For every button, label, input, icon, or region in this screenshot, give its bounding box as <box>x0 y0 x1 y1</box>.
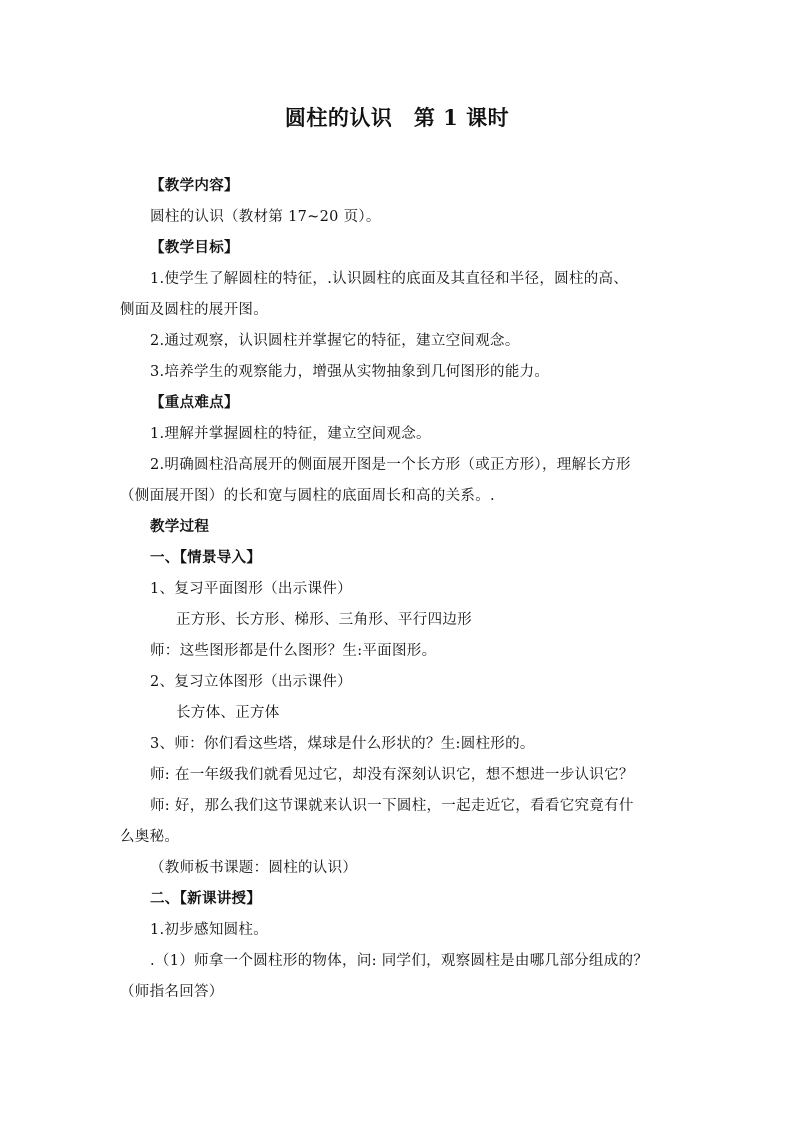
heading-teaching-content: 【教学内容】 <box>150 177 239 194</box>
heading-scene-intro: 一、【情景导入】 <box>150 549 262 566</box>
paragraph-line: 侧面及圆柱的展开图。 <box>120 302 268 318</box>
heading-teaching-goals: 【教学目标】 <box>150 239 239 256</box>
paragraph-line: 2、复习立体图形（出示课件） <box>150 674 352 690</box>
document-title: 圆柱的认识 第 1 课时 <box>284 105 510 130</box>
paragraph-line: 3.培养学生的观察能力，增强从实物抽象到几何图形的能力。 <box>150 364 550 380</box>
paragraph-line: （教师板书课题：圆柱的认识） <box>150 860 358 876</box>
heading-key-points: 【重点难点】 <box>150 394 239 411</box>
paragraph-line: 师：这些图形都是什么图形？生:平面图形。 <box>150 643 437 659</box>
paragraph-line: 师: 在一年级我们就看见过它，却没有深刻认识它，想不想进一步认识它？ <box>150 767 634 783</box>
paragraph-line: （师指名回答） <box>120 984 224 1000</box>
paragraph-line: 么奥秘。 <box>120 829 180 845</box>
paragraph-line: 师: 好，那么我们这节课就来认识一下圆柱，一起走近它，看看它究竟有什 <box>150 798 634 814</box>
paragraph-line: 2.通过观察，认识圆柱并掌握它的特征，建立空间观念。 <box>150 333 520 349</box>
paragraph-line: （侧面展开图）的长和宽与圆柱的底面周长和高的关系。. <box>120 488 495 504</box>
heading-teaching-process: 教学过程 <box>150 518 210 535</box>
paragraph-line: 1、复习平面图形（出示课件） <box>150 581 352 597</box>
paragraph-line: 1.初步感知圆柱。 <box>150 922 269 938</box>
paragraph-line: 圆柱的认识（教材第 17~20 页）。 <box>150 209 381 225</box>
paragraph-line: 正方形、长方形、梯形、三角形、平行四边形 <box>176 612 472 628</box>
paragraph-line: 2.明确圆柱沿高展开的侧面展开图是一个长方形（或正方形），理解长方形 <box>150 457 631 473</box>
paragraph-line: 1.理解并掌握圆柱的特征，建立空间观念。 <box>150 426 431 442</box>
paragraph-line: 1.使学生了解圆柱的特征，.认识圆柱的底面及其直径和半径，圆柱的高、 <box>150 271 629 287</box>
paragraph-line: 长方体、正方体 <box>176 705 280 721</box>
paragraph-line: 3、师：你们看这些塔，煤球是什么形状的？生:圆柱形的。 <box>150 736 535 752</box>
heading-new-lesson: 二、【新课讲授】 <box>150 890 262 907</box>
paragraph-line: .（1）师拿一个圆柱形的物体，问: 同学们，观察圆柱是由哪几部分组成的？ <box>150 953 649 969</box>
